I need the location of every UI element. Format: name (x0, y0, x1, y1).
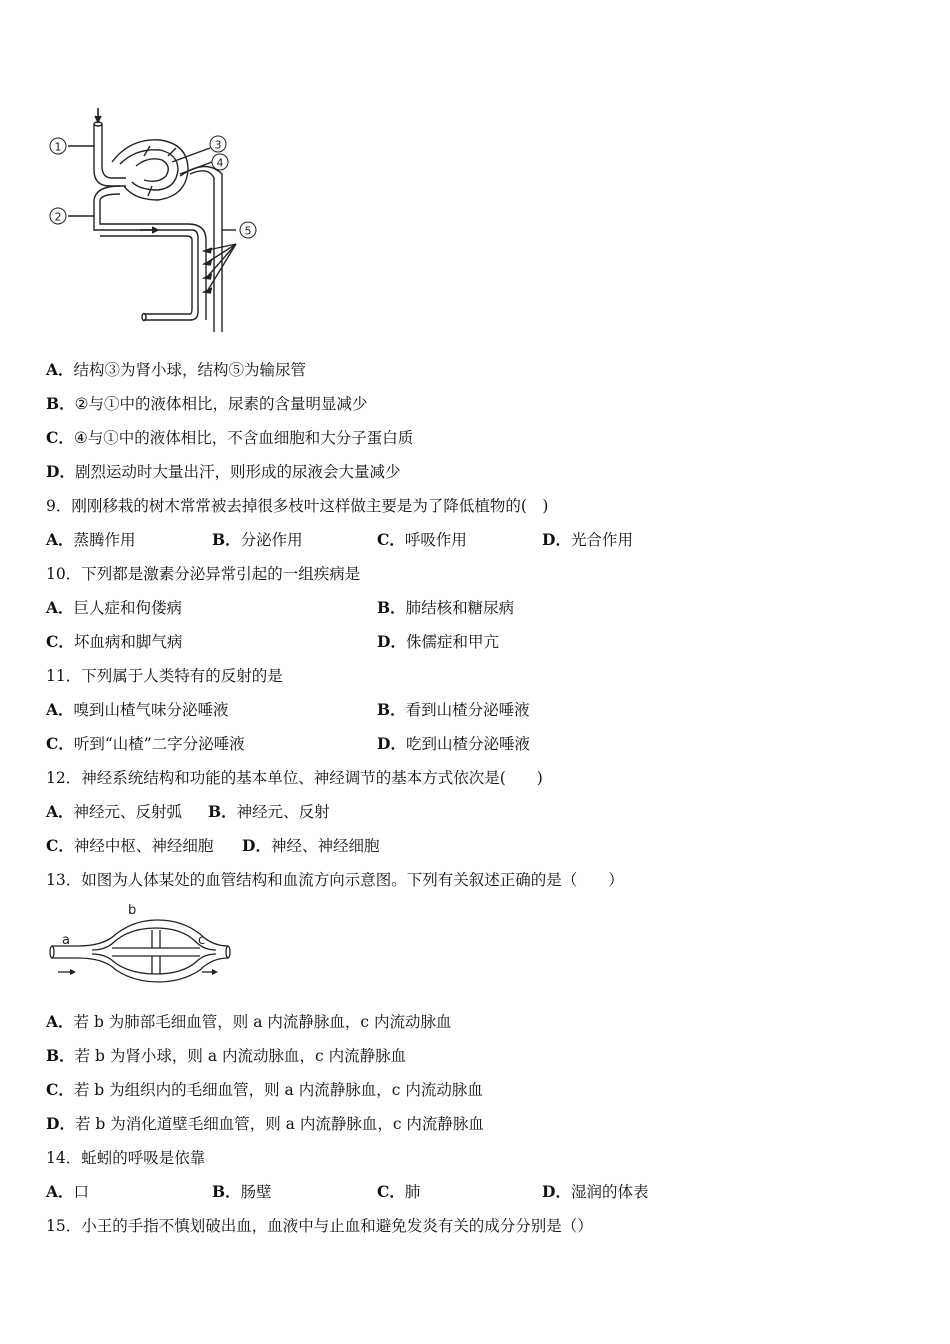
q9-option-d: D．光合作用 (542, 530, 633, 549)
q15-stem: 15．小王的手指不慎划破出血，血液中与止血和避免发炎有关的成分分别是（） (46, 1217, 593, 1235)
q12-option-a: A．神经元、反射弧 (46, 802, 183, 821)
label-2: 2 (54, 210, 62, 224)
blood-vessel-diagram (44, 900, 244, 984)
q9-option-c: C．呼吸作用 (377, 530, 467, 549)
label-b: b (128, 903, 137, 918)
q8-option-c: C．④与①中的液体相比，不含血细胞和大分子蛋白质 (46, 428, 414, 447)
label-c: c (198, 933, 206, 948)
nephron-diagram (40, 100, 310, 340)
q13-option-b: B．若 b 为肾小球，则 a 内流动脉血，c 内流静脉血 (46, 1046, 407, 1065)
q10-stem: 10．下列都是激素分泌异常引起的一组疾病是 (46, 565, 361, 583)
q10-option-b: B．肺结核和糖尿病 (377, 598, 515, 617)
label-1: 1 (54, 140, 62, 154)
q14-option-a: A．口 (46, 1182, 90, 1201)
q8-option-b: B．②与①中的液体相比，尿素的含量明显减少 (46, 394, 368, 413)
q11-option-c: C．听到“山楂”二字分泌唾液 (46, 734, 245, 753)
q14-option-c: C．肺 (377, 1182, 421, 1201)
label-a: a (62, 933, 70, 948)
q14-option-b: B．肠壁 (212, 1182, 272, 1201)
q13-stem: 13．如图为人体某处的血管结构和血流方向示意图。下列有关叙述正确的是（ ） (46, 871, 624, 889)
q9-option-a: A．蒸腾作用 (46, 530, 136, 549)
q11-stem: 11．下列属于人类特有的反射的是 (46, 667, 283, 685)
q9-stem: 9．刚刚移栽的树木常常被去掉很多枝叶这样做主要是为了降低植物的( ) (46, 497, 549, 515)
q14-stem: 14．蚯蚓的呼吸是依靠 (46, 1149, 206, 1167)
label-5: 5 (244, 224, 252, 238)
q13-option-d: D．若 b 为消化道壁毛细血管，则 a 内流静脉血，c 内流静脉血 (46, 1114, 484, 1133)
q11-option-d: D．吃到山楂分泌唾液 (377, 734, 530, 753)
q10-option-c: C．坏血病和脚气病 (46, 632, 183, 651)
q10-option-d: D．侏儒症和甲亢 (377, 632, 499, 651)
q8-option-d: D．剧烈运动时大量出汗，则形成的尿液会大量减少 (46, 462, 401, 481)
label-3: 3 (214, 138, 222, 152)
q8-option-a: A．结构③为肾小球，结构⑤为输尿管 (46, 360, 307, 379)
q12-option-c: C．神经中枢、神经细胞 (46, 836, 214, 855)
q13-option-c: C．若 b 为组织内的毛细血管，则 a 内流静脉血，c 内流动脉血 (46, 1080, 483, 1099)
q11-option-a: A．嗅到山楂气味分泌唾液 (46, 700, 229, 719)
q12-stem: 12．神经系统结构和功能的基本单位、神经调节的基本方式依次是( ) (46, 769, 543, 787)
q9-option-b: B．分泌作用 (212, 530, 303, 549)
q14-option-d: D．湿润的体表 (542, 1182, 649, 1201)
q12-option-b: B．神经元、反射 (208, 802, 330, 821)
q11-option-b: B．看到山楂分泌唾液 (377, 700, 530, 719)
label-4: 4 (216, 156, 224, 170)
q12-option-d: D．神经、神经细胞 (242, 836, 380, 855)
q10-option-a: A．巨人症和佝偻病 (46, 598, 183, 617)
q13-option-a: A．若 b 为肺部毛细血管，则 a 内流静脉血，c 内流动脉血 (46, 1012, 452, 1031)
